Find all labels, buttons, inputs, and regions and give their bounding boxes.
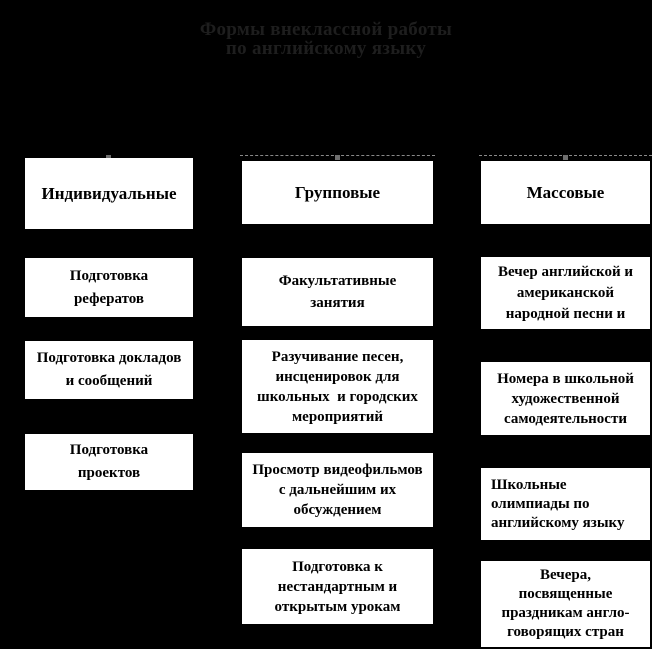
box-text-line: Вечера, <box>540 567 591 583</box>
box-text-line: Разучивание песен, <box>271 348 404 365</box>
box-text-line: Подготовка <box>69 442 149 458</box>
box-text-line: школьных и городских <box>257 388 418 405</box>
item-box-songs-staging[interactable] <box>242 340 433 433</box>
item-box-abstracts-preparation[interactable] <box>25 258 193 317</box>
box-text-line: праздникам англо- <box>501 605 630 621</box>
item-box-school-olympiads[interactable] <box>481 468 650 540</box>
item-box-amateur-performances[interactable] <box>481 362 650 435</box>
box-text-line: художественной <box>511 390 620 407</box>
item-box-video-watching[interactable] <box>242 453 433 527</box>
box-text-line: Групповые <box>294 183 381 202</box>
item-box-projects-preparation[interactable] <box>25 434 193 490</box>
box-text-line: нестандартным и <box>277 578 398 595</box>
item-box-holiday-evenings[interactable] <box>481 561 650 647</box>
box-text-line: самодеятельности <box>504 410 627 427</box>
box-text-line: и сообщений <box>65 373 153 389</box>
box-text-line: посвященные <box>518 586 613 602</box>
diagram-title-line: Формы внеклассной работы <box>199 19 453 40</box>
box-text-line: Школьные <box>491 476 567 493</box>
resize-handle[interactable] <box>563 155 568 160</box>
item-box-folk-song-evening[interactable] <box>481 257 650 329</box>
box-text-line: олимпиады по <box>491 495 590 512</box>
item-box-open-lessons[interactable] <box>242 549 433 624</box>
box-text-line: Просмотр видеофильмов <box>252 462 423 478</box>
box-text-line: Номера в школьной <box>497 370 634 387</box>
box-text-line: Индивидуальные <box>41 184 177 203</box>
box-text-line: проектов <box>77 465 141 481</box>
box-text-line: Подготовка <box>69 267 149 284</box>
header-box-individual[interactable] <box>25 158 193 229</box>
box-text-line: говорящих стран <box>507 624 624 640</box>
item-box-electives[interactable] <box>242 258 433 326</box>
box-text-line: Массовые <box>526 183 605 202</box>
box-text-line: Подготовка докладов <box>36 350 182 366</box>
box-text-line: английскому языку <box>491 514 625 531</box>
box-text-line: открытым урокам <box>274 598 401 615</box>
box-text-line: занятия <box>310 295 365 311</box>
box-text-line: инсценировок для <box>275 368 400 385</box>
box-text-line: мероприятий <box>291 408 384 425</box>
box-text-line: американской <box>516 284 615 301</box>
box-text-line: Вечер английской и <box>497 263 634 280</box>
box-text-line: Факультативные <box>278 273 397 289</box>
box-text-line: Подготовка к <box>292 558 383 575</box>
resize-handle[interactable] <box>335 155 340 160</box>
box-text-line: с дальнейшим их <box>278 482 397 498</box>
box-text-line: рефератов <box>73 290 145 307</box>
diagram-title <box>0 20 652 58</box>
diagram-title-line: по английскому языку <box>225 38 427 59</box>
box-text-line: обсуждением <box>293 502 382 518</box>
header-box-mass[interactable] <box>481 161 650 224</box>
header-box-group[interactable] <box>242 161 433 224</box>
item-box-reports-preparation[interactable] <box>25 341 193 399</box>
box-text-line: народной песни и <box>505 305 626 322</box>
